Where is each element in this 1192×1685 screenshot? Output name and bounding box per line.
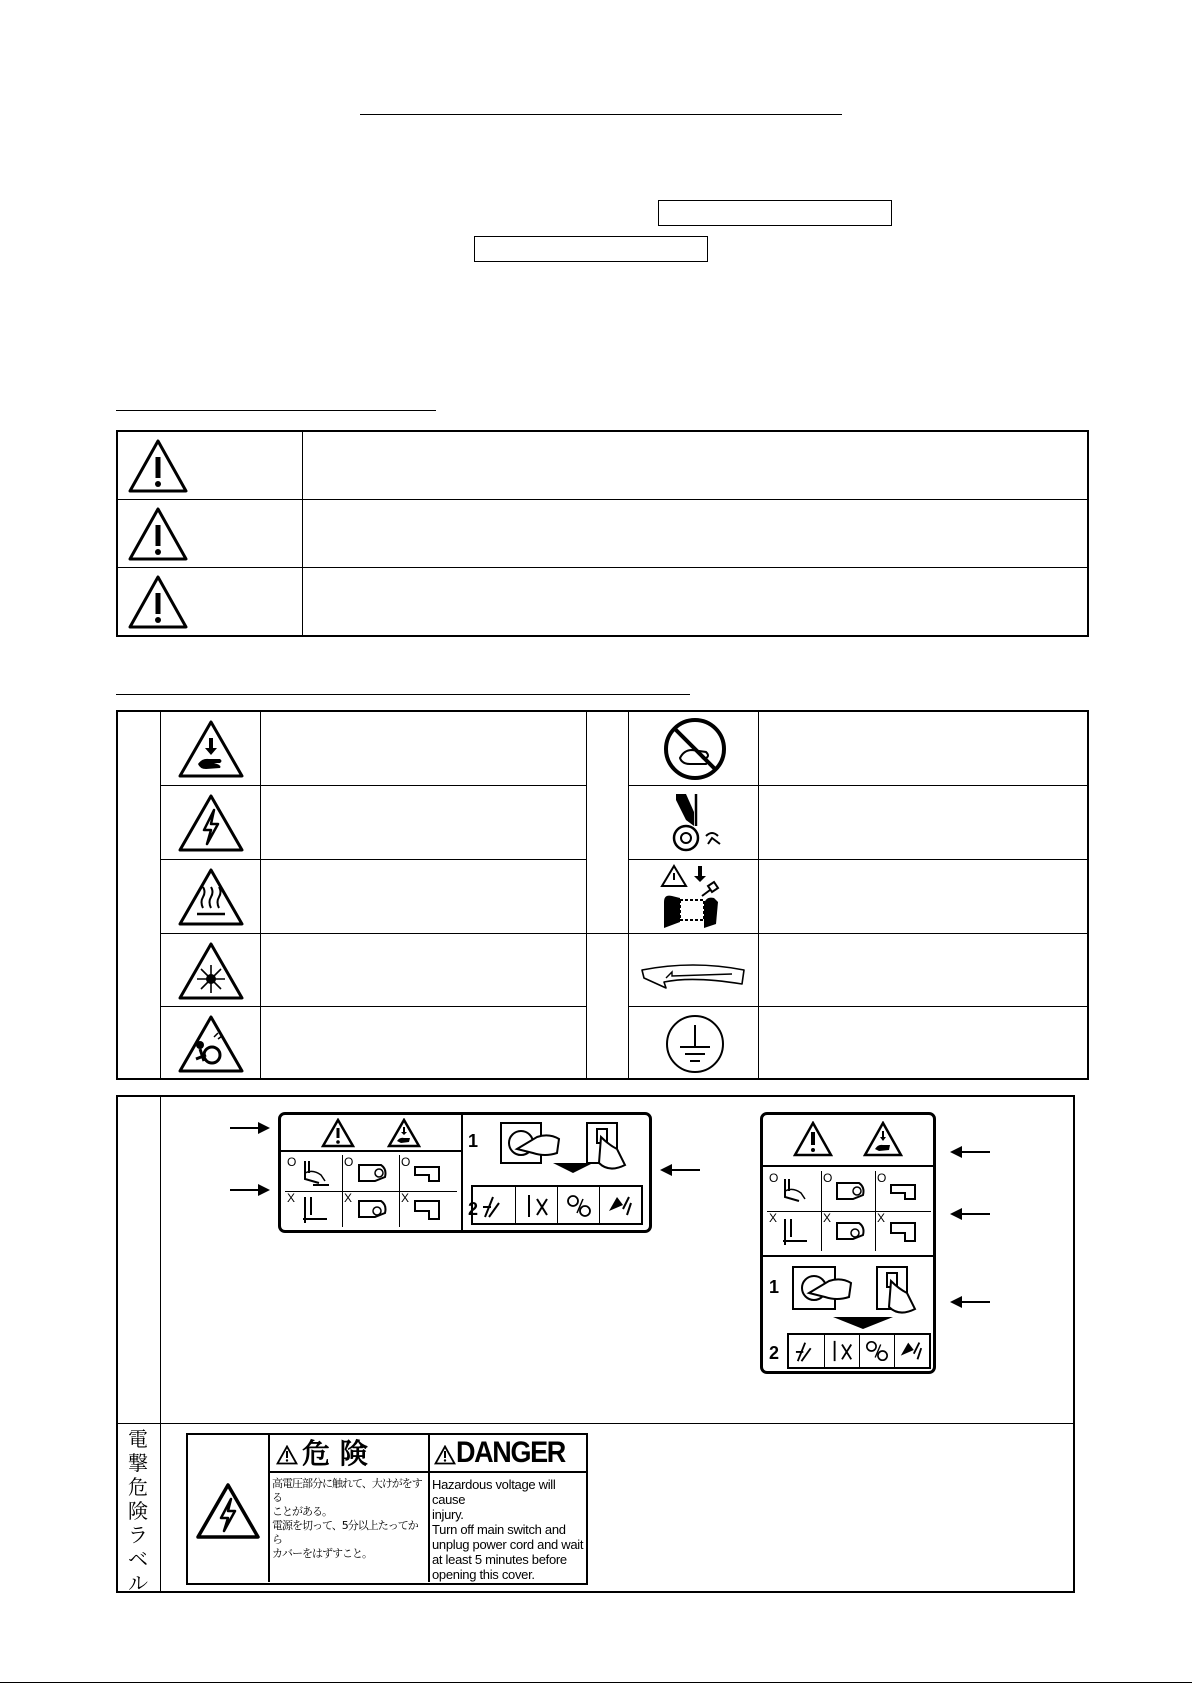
rotation-arrow-icon — [638, 950, 748, 994]
danger-heading-jp: 危 険 — [302, 1437, 368, 1470]
pointer-arrow-icon — [658, 1163, 700, 1177]
hot-surface-icon — [176, 866, 246, 928]
pointer-arrow-icon — [230, 1121, 272, 1135]
ground-icon — [664, 1013, 726, 1075]
no-hand-icon — [662, 716, 728, 782]
warning-triangle-icon — [276, 1445, 298, 1465]
section1-underline — [116, 410, 436, 411]
pointer-arrow-icon — [948, 1295, 990, 1309]
danger-text-en: Hazardous voltage will cause injury. Turn off main switch and unplug power cord and wait at least 5 minutes before opening this cover. — [432, 1477, 584, 1582]
footer-rule — [0, 1682, 1192, 1683]
warning-triangle-icon — [126, 505, 190, 563]
warning-triangle-icon — [793, 1121, 833, 1157]
power-switch-icon — [789, 1259, 933, 1331]
warning-triangle-icon — [126, 573, 190, 631]
danger-text-jp: 高電圧部分に触れて、大けがをする ことがある。 電源を切って、5分以上たってから カバーをはずすこと。 — [272, 1477, 422, 1560]
danger-heading-en: DANGER — [456, 1436, 565, 1469]
electric-shock-icon — [176, 792, 246, 854]
title-underline — [360, 114, 842, 115]
hand-crush-icon — [176, 718, 246, 780]
sticker-table: 電 撃 危 険 ラ ベ ル O O O X X X 1 2 O O O X X X 1 2 危 険 DANGER 高電圧部分に触れて、大けがをする ことがある。 電源を切って、5分以上たってから カバーをはずすこと。 Hazardous voltage will cause injury. Turn off main switch and unplug power cord and wait at least 5 minutes before opening this cover. — [116, 1095, 1075, 1593]
needle-hand-icon — [656, 862, 734, 932]
entanglement-icon — [176, 1013, 246, 1075]
blank-field-2 — [474, 236, 708, 262]
pointer-arrow-icon — [230, 1183, 272, 1197]
danger-label — [186, 1433, 588, 1585]
pictograph-table — [116, 710, 1089, 1080]
belt-pinch-icon — [662, 790, 728, 856]
warning-triangle-icon — [126, 437, 190, 495]
warning-sticker-horizontal: O O O X X X 1 2 — [278, 1112, 652, 1233]
pointer-arrow-icon — [948, 1145, 990, 1159]
hand-crush-icon — [863, 1121, 903, 1157]
electric-shock-icon — [194, 1481, 262, 1541]
pointer-arrow-icon — [948, 1207, 990, 1221]
laser-icon — [176, 940, 246, 1002]
warning-sticker-vertical: O O O X X X 1 2 — [760, 1112, 936, 1374]
section2-underline — [116, 694, 690, 695]
hand-crush-icon — [387, 1118, 421, 1148]
warning-triangle-icon — [434, 1445, 456, 1465]
warning-triangle-icon — [321, 1118, 355, 1148]
power-switch-icon — [497, 1119, 647, 1175]
blank-field-1 — [658, 200, 892, 226]
signal-word-table — [116, 430, 1089, 637]
